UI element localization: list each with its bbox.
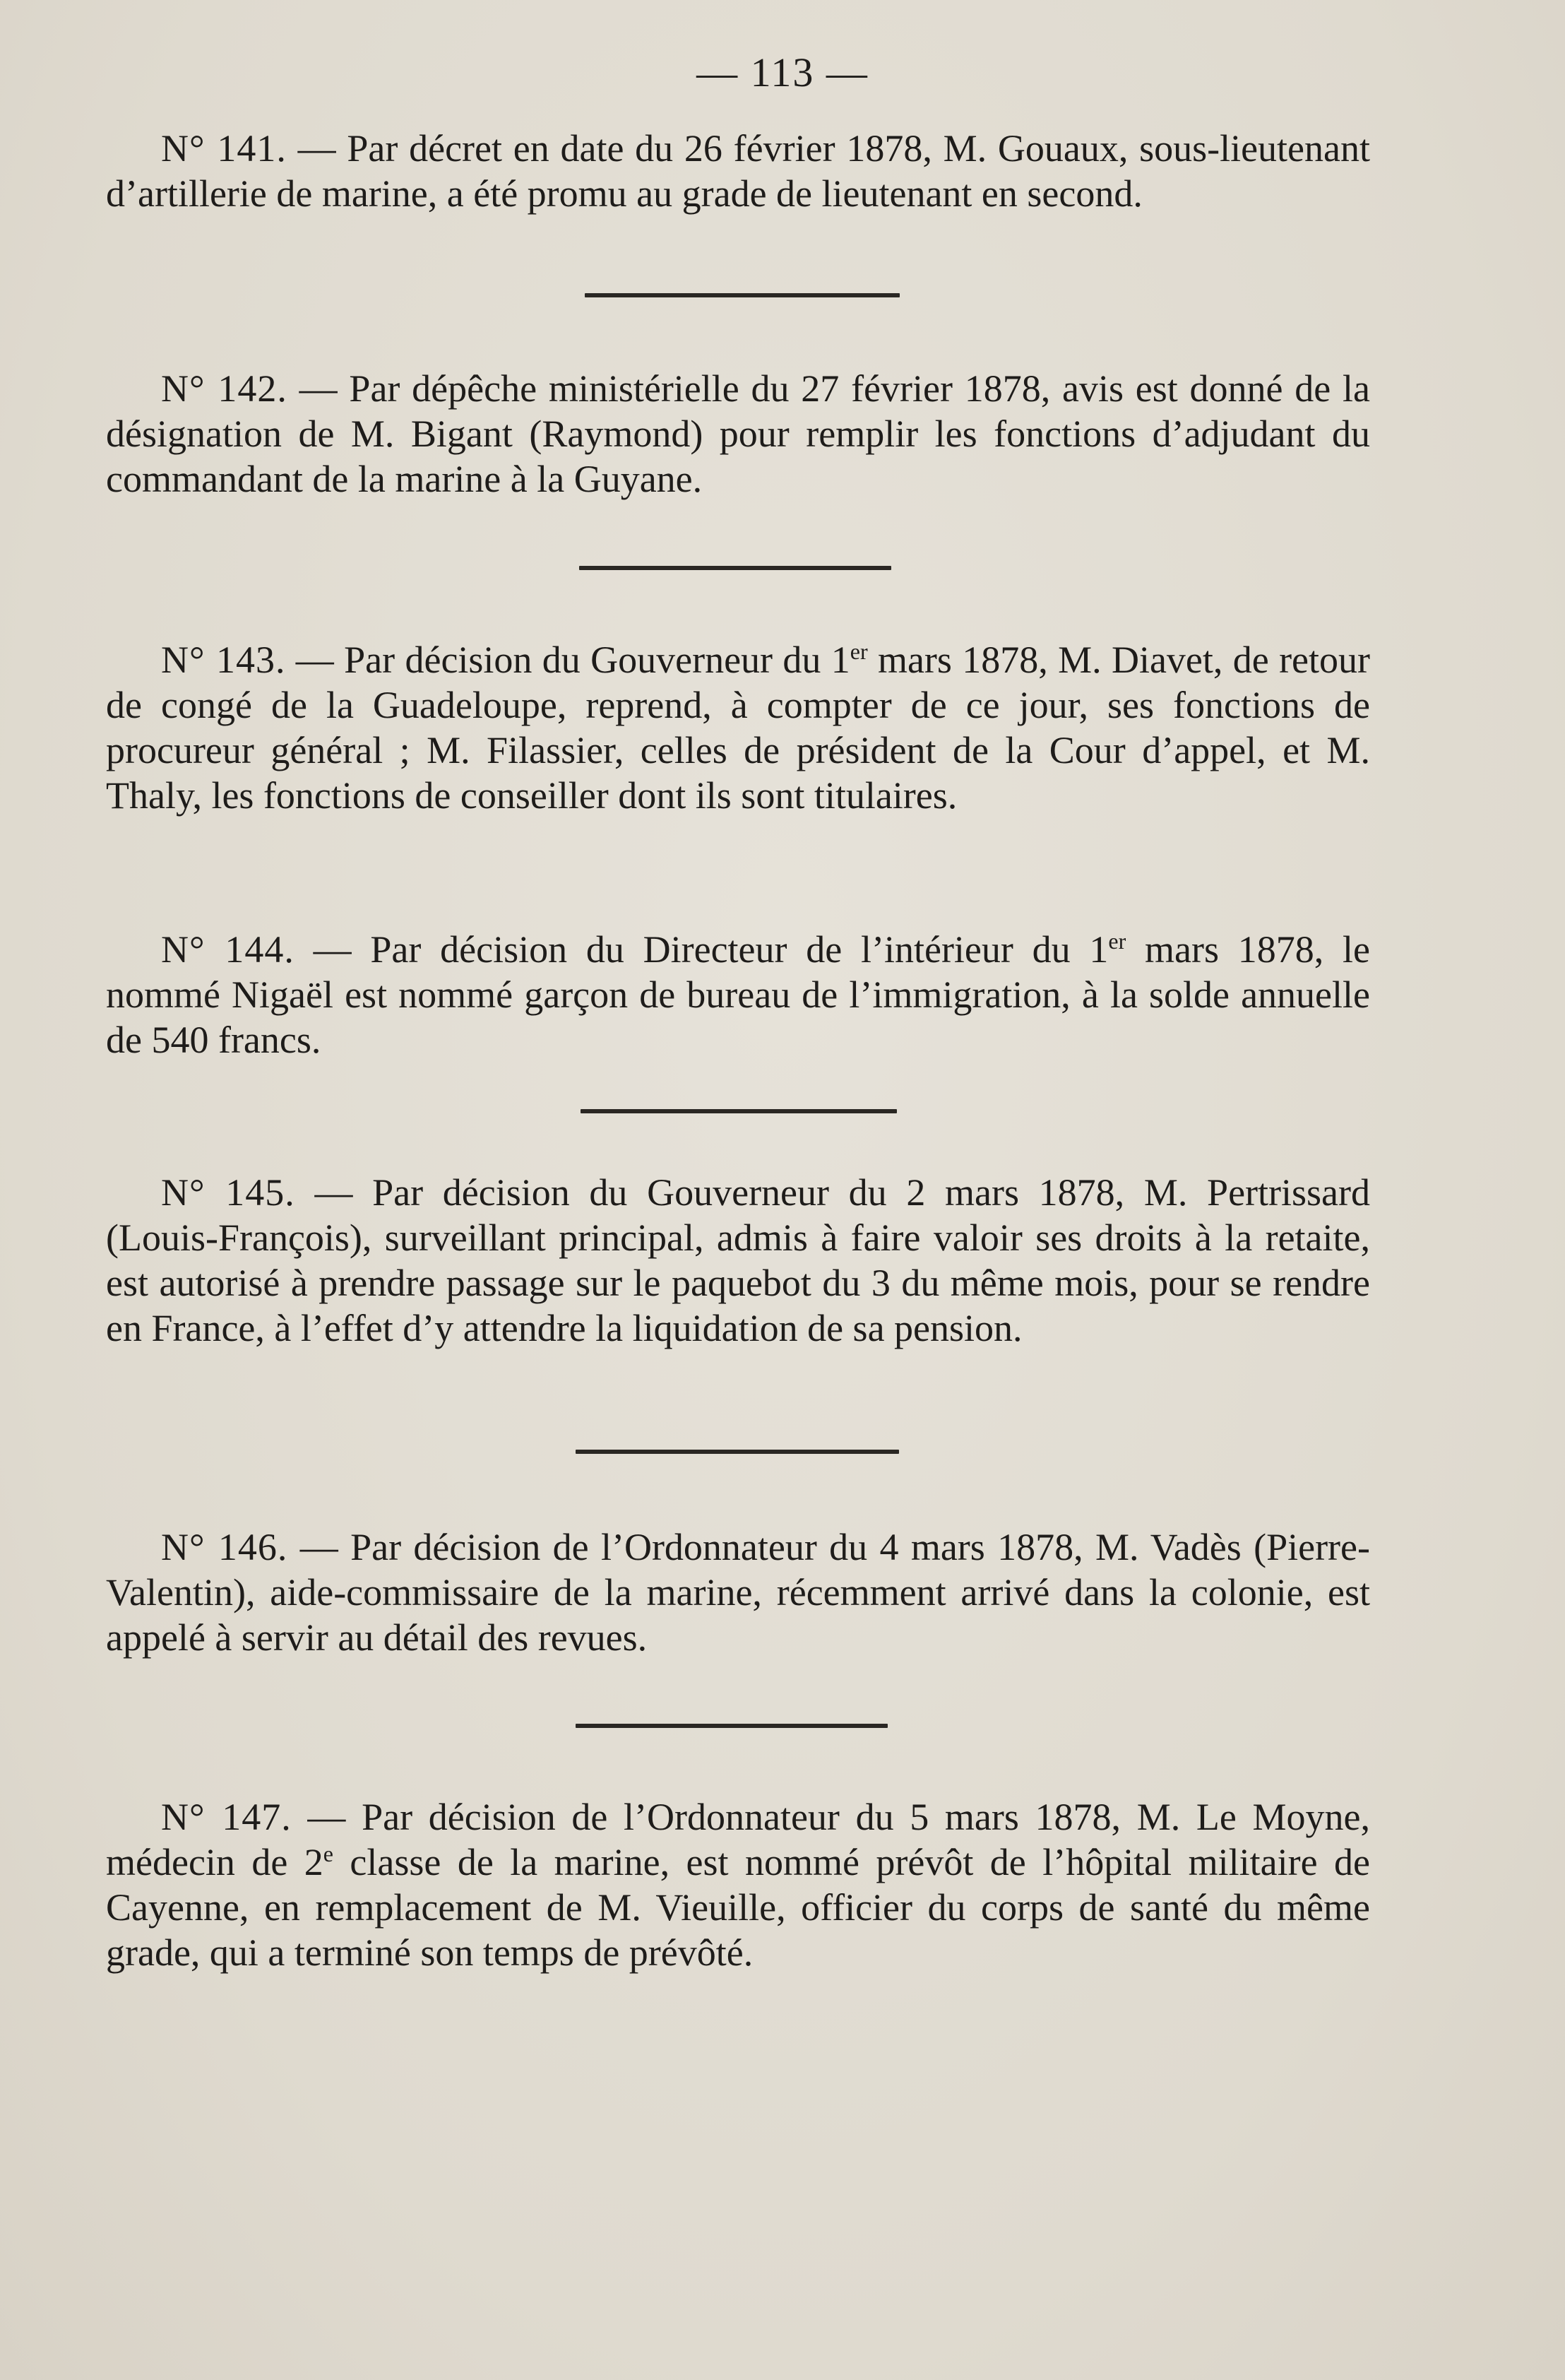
superscript: er — [1108, 928, 1126, 954]
entry-text: — Par décision du Gouverneur du 2 mars 1878, M. Pertrissard (Louis-François), surveillant principal, admis à faire valoir ses droits à la retaite, est autorisé à prendre passage sur le paquebot du 3 du même mois, pour se rendre en France, à l’effet d’y attendre la liquidation de sa pension. — [106, 1171, 1370, 1349]
entry-number: N° 141. — [161, 127, 287, 170]
entry-number: N° 146. — [161, 1526, 288, 1568]
entry-text: classe de la marine, est nommé prévôt de l’hôpital militaire de Cayenne, en remplacement de M. Vieuille, officier du corps de santé du même grade, qui a terminé son temps de prévôté. — [106, 1841, 1370, 1974]
superscript: e — [323, 1841, 333, 1866]
entry-text: — Par décision du Gouverneur du 1 — [285, 639, 850, 681]
entry-143 — [106, 637, 1370, 818]
entry-text: mars 1878, M. Diavet, de retour de congé de la Guadeloupe, reprend, à compter de ce jour, ses fonctions de procureur général ; M. Filassier, celles de président de la Cour d’appel, et M. Thaly, les fonctions de conseiller dont ils sont titulaires. — [106, 639, 1371, 817]
entry-number: N° 145. — [161, 1171, 295, 1214]
separator-rule — [576, 1450, 899, 1454]
entry-142 — [106, 366, 1370, 502]
separator-rule — [576, 1724, 888, 1728]
entry-text: — Par décision de l’Ordonnateur du 5 mars 1878, M. Le Moyne, médecin de 2 — [106, 1796, 1370, 1883]
separator-rule — [579, 566, 891, 570]
entry-text: — Par décision de l’Ordonnateur du 4 mars 1878, M. Vadès (Pierre-Valentin), aide-commissaire de la marine, récemment arrivé dans la colonie, est appelé à servir au détail des revues. — [106, 1526, 1370, 1659]
entry-number: N° 143. — [161, 639, 286, 681]
superscript: er — [850, 639, 868, 664]
entry-text: mars 1878, le nommé Nigaël est nommé garçon de bureau de l’immigration, à la solde annuelle de 540 francs. — [106, 928, 1370, 1061]
entry-text: — Par décision du Directeur de l’intérieur du 1 — [294, 928, 1109, 971]
entry-145 — [106, 1170, 1370, 1351]
separator-rule — [585, 293, 900, 297]
entry-paragraph — [106, 1524, 1370, 1660]
entry-147 — [106, 1794, 1370, 1975]
entry-text: — Par dépêche ministérielle du 27 février 1878, avis est donné de la désignation de M. Bigant (Raymond) pour remplir les fonctions d’adjudant du commandant de la marine à la Guyane. — [106, 367, 1370, 500]
entry-text: — Par décret en date du 26 février 1878, M. Gouaux, sous-lieutenant d’artillerie de marine, a été promu au grade de lieutenant en second. — [106, 127, 1371, 215]
page-number: — 113 — — [696, 49, 869, 95]
entry-paragraph — [106, 366, 1370, 502]
entry-141 — [106, 126, 1370, 216]
entry-paragraph — [106, 126, 1370, 216]
entry-number: N° 142. — [161, 367, 287, 410]
separator-rule — [581, 1109, 897, 1113]
entry-paragraph — [106, 1794, 1370, 1975]
entry-144 — [106, 927, 1370, 1062]
entry-number: N° 147. — [161, 1796, 292, 1838]
entry-paragraph — [106, 637, 1370, 818]
entry-paragraph — [106, 927, 1370, 1062]
entry-paragraph — [106, 1170, 1370, 1351]
entry-146 — [106, 1524, 1370, 1660]
entry-number: N° 144. — [161, 928, 294, 971]
